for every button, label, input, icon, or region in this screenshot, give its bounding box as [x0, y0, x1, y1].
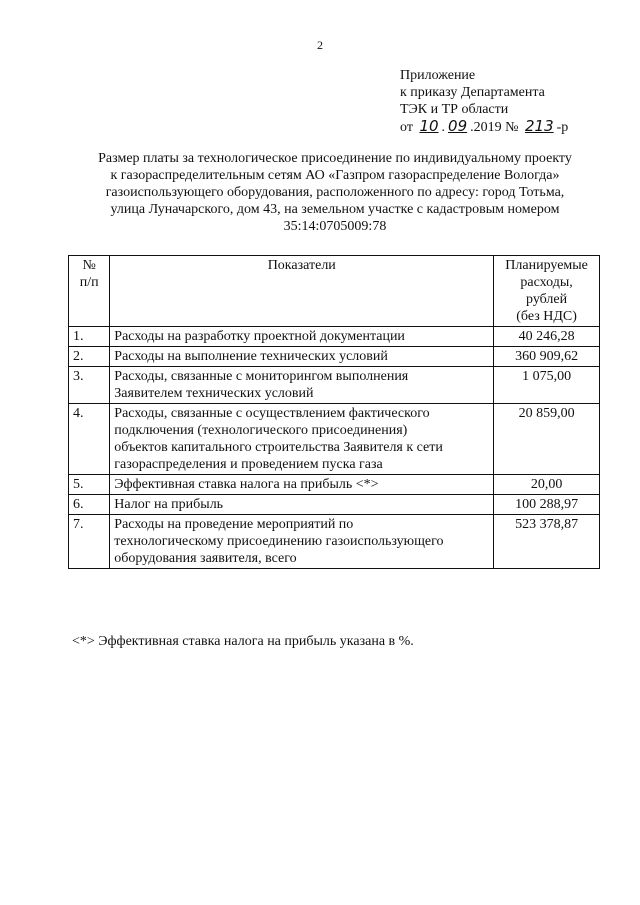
- header-number: [69, 256, 110, 327]
- table-row: [69, 495, 600, 515]
- row-indicator-line: объектов капитального строительства Заявителя к сети: [114, 440, 443, 455]
- order-suffix: -р: [556, 120, 569, 135]
- row-value: 20 859,00: [494, 404, 600, 475]
- row-number: 4.: [69, 404, 110, 475]
- table-row: [69, 347, 600, 367]
- row-indicator: [110, 495, 494, 515]
- row-indicator: [110, 404, 494, 475]
- row-indicator-line: Расходы на проведение мероприятий по: [114, 517, 354, 532]
- table-row: [69, 475, 600, 495]
- appendix-line: к приказу Департамента: [400, 85, 545, 100]
- row-number: 2.: [69, 347, 110, 367]
- table-row: [69, 404, 600, 475]
- row-indicator-line: газораспределения и проведением пуска газа: [114, 457, 383, 472]
- handwritten-order-number: 213: [524, 117, 554, 135]
- footnote: <*> Эффективная ставка налога на прибыль указана в %.: [72, 634, 414, 649]
- header-value-line: Планируемые: [505, 258, 588, 273]
- row-value: 1 075,00: [494, 367, 600, 404]
- row-indicator-line: технологическому присоединению газоиспользующего: [114, 534, 444, 549]
- title-line: Размер платы за технологическое присоединение по индивидуальному проекту: [98, 151, 572, 166]
- row-indicator-line: Эффективная ставка налога на прибыль <*>: [114, 477, 379, 492]
- row-number: 7.: [69, 515, 110, 569]
- header-value-line: (без НДС): [516, 309, 577, 324]
- appendix-date-line: [400, 118, 620, 136]
- row-indicator-line: Расходы на разработку проектной документации: [114, 329, 405, 344]
- row-indicator-line: Расходы на выполнение технических условий: [114, 349, 388, 364]
- table-row: [69, 327, 600, 347]
- row-value: 20,00: [494, 475, 600, 495]
- date-prefix: от: [400, 120, 413, 135]
- row-indicator-line: Налог на прибыль: [114, 497, 224, 512]
- row-indicator-line: Заявителем технических условий: [114, 386, 314, 401]
- header-value-line: рублей: [526, 292, 568, 307]
- cost-table: [68, 255, 600, 569]
- header-value-line: расходы,: [520, 275, 573, 290]
- appendix-line: ТЭК и ТР области: [400, 102, 509, 117]
- table-body: [69, 327, 600, 569]
- table-row: [69, 515, 600, 569]
- header-number-line: п/п: [79, 275, 99, 290]
- handwritten-day: 10: [419, 117, 439, 135]
- page-number: 2: [317, 38, 323, 52]
- row-value: 40 246,28: [494, 327, 600, 347]
- table-row: [69, 367, 600, 404]
- row-value: 523 378,87: [494, 515, 600, 569]
- row-value: 360 909,62: [494, 347, 600, 367]
- row-indicator: [110, 327, 494, 347]
- row-number: 6.: [69, 495, 110, 515]
- header-planned-costs: [494, 256, 600, 327]
- title-line: улица Луначарского, дом 43, на земельном участке с кадастровым номером: [110, 202, 560, 217]
- row-indicator-line: Расходы, связанные с осуществлением фактического: [114, 406, 430, 421]
- appendix-header: [400, 67, 620, 136]
- row-indicator-line: подключения (технологического присоединения): [114, 423, 408, 438]
- handwritten-month: 09: [448, 117, 468, 135]
- header-indicators: Показатели: [110, 256, 494, 327]
- row-indicator: [110, 475, 494, 495]
- header-number-line: №: [82, 258, 96, 273]
- table-header-row: [69, 256, 600, 327]
- row-indicator-line: Расходы, связанные с мониторингом выполнения: [114, 369, 409, 384]
- row-indicator-line: оборудования заявителя, всего: [114, 551, 297, 566]
- row-indicator: [110, 515, 494, 569]
- title-line: газоиспользующего оборудования, расположенного по адресу: город Тотьма,: [105, 185, 565, 200]
- row-indicator: [110, 367, 494, 404]
- row-value: 100 288,97: [494, 495, 600, 515]
- row-number: 3.: [69, 367, 110, 404]
- row-number: 1.: [69, 327, 110, 347]
- appendix-line: Приложение: [400, 68, 476, 83]
- row-indicator: [110, 347, 494, 367]
- date-separator: .: [441, 120, 446, 135]
- row-number: 5.: [69, 475, 110, 495]
- document-title: [70, 150, 600, 235]
- title-line: 35:14:0705009:78: [283, 219, 387, 234]
- date-year: .2019 №: [470, 120, 519, 135]
- title-line: к газораспределительным сетям АО «Газпром газораспределение Вологда»: [110, 168, 560, 183]
